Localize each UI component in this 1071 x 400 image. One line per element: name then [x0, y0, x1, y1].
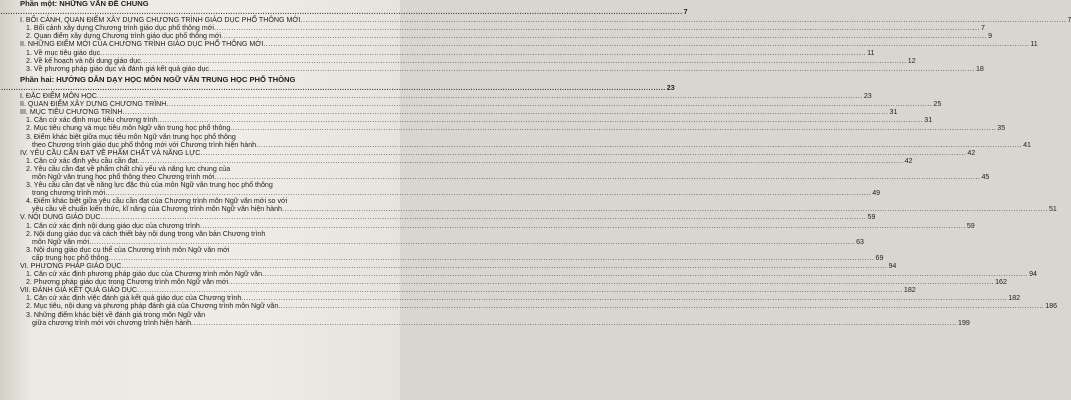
toc-entry-title: 1. Căn cứ xác định nội dung giáo dục của chương trình	[26, 221, 200, 230]
toc-entry-page: 7	[980, 24, 985, 33]
toc-entry-page: 59	[966, 221, 975, 230]
toc-entry-page: 41	[1023, 140, 1031, 149]
dot-leader	[109, 254, 875, 262]
toc-entry	[20, 116, 933, 125]
toc-entry-page: 25	[933, 100, 942, 109]
toc-entry-title: 3. Về phương pháp giáo dục và đánh giá kết quả giáo dục	[26, 64, 209, 73]
toc-entry-title: trong chương trình mới	[32, 189, 106, 198]
toc-entry	[20, 156, 913, 165]
dot-leader	[137, 286, 903, 294]
table-of-contents	[20, 0, 1071, 327]
toc-entry	[20, 221, 975, 230]
toc-entry-title: 1. Bối cảnh xây dựng Chương trình giáo dục phổ thông mới	[26, 24, 214, 33]
toc-entry	[20, 230, 378, 238]
toc-entry-title: 1. Căn cứ xác định phương pháp giáo dục của Chương trình môn Ngữ văn	[26, 270, 263, 279]
dot-leader	[101, 213, 867, 221]
toc-entry	[20, 270, 1037, 279]
toc-entry-page: 23	[863, 92, 872, 101]
toc-entry-title: I. ĐẶC ĐIỂM MÔN HỌC	[20, 92, 97, 101]
toc-entry-page: 182	[903, 286, 916, 295]
dot-leader	[0, 8, 683, 16]
toc-entry-title: yêu cầu về chuẩn kiến thức, kĩ năng của Chương trình môn Ngữ văn hiện hành	[32, 205, 282, 214]
toc-entry	[20, 165, 378, 173]
toc-entry-title: 2. Quan điểm xây dựng Chương trình giáo dục phổ thông mới	[26, 32, 222, 41]
toc-entry-page: 11	[1030, 40, 1038, 49]
toc-entry-page: 45	[981, 172, 990, 181]
toc-entry	[20, 318, 970, 327]
toc-entry-page: 9	[988, 32, 993, 41]
toc-entry	[20, 56, 916, 65]
dot-leader	[200, 222, 966, 230]
toc-entry-page: 35	[997, 124, 1006, 133]
dot-leader	[200, 149, 966, 157]
dot-leader	[214, 173, 980, 181]
part2-heading: Phần hai: HƯỚNG DẪN DẠY HỌC MÔN NGỮ VĂN TRUNG HỌC PHỔ THÔNG	[20, 74, 296, 84]
toc-entry-title: II. NHỮNG ĐIỂM MỚI CỦA CHƯƠNG TRÌNH GIÁO DỤC PHỔ THÔNG MỚI	[20, 40, 264, 49]
toc-entry-title: VII. ĐÁNH GIÁ KẾT QUẢ GIÁO DỤC	[20, 286, 137, 295]
dot-leader	[209, 65, 975, 73]
toc-entry-title: 1. Căn cứ xác định yêu cầu cần đạt	[26, 156, 138, 165]
toc-entry	[20, 100, 942, 109]
dot-leader	[97, 92, 863, 100]
toc-entry-title: 2. Về kế hoạch và nội dung giáo dục	[26, 56, 141, 65]
dot-leader	[282, 205, 1048, 213]
toc-entry	[20, 181, 378, 189]
toc-entry-title: VI. PHƯƠNG PHÁP GIÁO DỤC	[20, 262, 122, 270]
toc-entry-page: 199	[958, 318, 970, 327]
dot-leader	[123, 108, 889, 116]
toc-entry	[20, 246, 378, 254]
toc-entry-title: giữa chương trình mới với chương trình hiện hành	[32, 318, 192, 327]
toc-entry-title: 3. Yêu cầu cần đạt về năng lực đặc thù của môn Ngữ văn trung học phổ thông	[26, 181, 273, 190]
toc-entry	[20, 172, 990, 181]
dot-leader	[166, 100, 932, 108]
toc-entry	[20, 8, 688, 17]
dot-leader	[214, 24, 980, 32]
dot-leader	[228, 278, 994, 286]
toc-entry-title: 2. Phương pháp giáo dục trong Chương trình môn Ngữ văn mới	[26, 278, 229, 287]
toc-entry	[20, 294, 1021, 303]
toc-entry	[20, 311, 378, 319]
toc-entry	[20, 237, 864, 246]
dot-leader	[191, 319, 957, 327]
dot-leader	[89, 238, 855, 246]
toc-entry-title: 1. Căn cứ xác định mục tiêu chương trình	[26, 116, 158, 125]
part2-entries	[20, 92, 1058, 327]
toc-entry-page: 31	[889, 108, 898, 117]
toc-entry	[20, 48, 875, 57]
dot-leader	[122, 262, 888, 270]
dot-leader	[141, 57, 907, 65]
dot-leader	[300, 16, 1066, 24]
toc-entry-title: 1. Căn cứ xác định việc đánh giá kết quả giáo dục của Chương trình	[26, 294, 242, 303]
toc-entry	[20, 108, 898, 117]
dot-leader	[138, 157, 904, 165]
toc-entry-page: 162	[995, 278, 1007, 287]
dot-leader	[262, 270, 1028, 278]
toc-entry	[20, 213, 876, 222]
toc-entry-title: 1. Về mục tiêu giáo dục	[26, 48, 101, 57]
toc-entry-title: 4. Điểm khác biệt giữa yêu cầu cần đạt của Chương trình môn Ngữ văn mới so với	[26, 197, 288, 206]
toc-entry-title: II. QUAN ĐIỂM XÂY DỰNG CHƯƠNG TRÌNH	[20, 100, 167, 109]
toc-entry-page: 182	[1008, 294, 1021, 303]
toc-entry-page: 94	[1029, 270, 1037, 279]
toc-entry-page: 186	[1045, 302, 1058, 311]
toc-entry-page: 69	[875, 253, 884, 262]
toc-entry-page: 7	[1067, 16, 1071, 25]
toc-entry-page: 31	[924, 116, 933, 125]
toc-entry-page: 7	[683, 8, 688, 17]
toc-entry	[20, 64, 984, 73]
toc-entry	[20, 40, 1038, 49]
toc-entry-title: 2. Mục tiêu chung và mục tiêu môn Ngữ văn trung học phổ thông	[26, 124, 231, 133]
dot-leader	[157, 116, 923, 124]
toc-entry-title: cấp trung học phổ thông	[32, 253, 109, 262]
toc-entry-title: môn Ngữ văn mới	[32, 237, 90, 246]
toc-entry	[20, 133, 378, 141]
toc-entry-title: 3. Những điểm khác biệt về đánh giá trong môn Ngữ văn	[26, 310, 206, 319]
dot-leader	[263, 40, 1029, 48]
toc-entry-title: 2. Mục tiêu, nội dung và phương pháp đánh giá của Chương trình môn Ngữ văn	[26, 302, 279, 311]
dot-leader	[230, 124, 996, 132]
toc-entry-page: 42	[967, 148, 976, 157]
toc-entry-title: V. NỘI DUNG GIÁO DỤC	[20, 213, 101, 222]
toc-entry-title: 3. Điểm khác biệt giữa mục tiêu môn Ngữ văn trung học phổ thông	[26, 132, 236, 141]
toc-entry	[20, 24, 985, 33]
toc-entry-page: 51	[1048, 205, 1057, 214]
dot-leader	[256, 141, 1022, 149]
toc-entry	[20, 253, 884, 262]
part1-entries	[20, 8, 1071, 73]
toc-entry	[20, 262, 897, 270]
toc-entry-title: 2. Nội dung giáo dục và cách thiết bày nội dung trong văn bản Chương trình	[26, 229, 266, 238]
dot-leader	[100, 49, 866, 57]
dot-leader	[221, 32, 987, 40]
toc-entry-page: 18	[975, 64, 984, 73]
toc-entry-title: I. BỐI CẢNH, QUAN ĐIỂM XÂY DỰNG CHƯƠNG TRÌNH GIÁO DỤC PHỔ THÔNG MỚI	[20, 16, 301, 25]
toc-entry-page: 11	[867, 48, 875, 57]
toc-entry-page: 59	[867, 213, 876, 222]
toc-entry-page: 94	[888, 262, 897, 270]
toc-entry	[20, 302, 1058, 311]
part2-subtitle-row	[20, 83, 675, 92]
toc-entry	[20, 140, 1031, 149]
toc-entry-title: theo Chương trình giáo dục phổ thông mới với Chương trình hiện hành	[32, 140, 257, 149]
part1-heading: Phần một: NHỮNG VẤN ĐỀ CHUNG	[20, 0, 149, 8]
toc-entry-page: 63	[856, 237, 864, 246]
dot-leader	[241, 294, 1007, 302]
toc-entry	[20, 92, 872, 101]
toc-entry-title: III. MỤC TIÊU CHƯƠNG TRÌNH	[20, 108, 123, 117]
part2-subtitle-page: 23	[666, 83, 675, 92]
toc-entry-title: 2. Yêu cầu cần đạt về phẩm chất chủ yếu và năng lực chung của	[26, 164, 231, 173]
toc-entry	[20, 124, 1006, 133]
toc-entry-title: IV. YÊU CẦU CẦN ĐẠT VỀ PHẨM CHẤT VÀ NĂNG LỰC	[20, 148, 201, 157]
toc-entry-page: 42	[904, 156, 913, 165]
toc-entry-title: 3. Nội dung giáo dục cụ thể của Chương trình môn Ngữ văn mới	[26, 245, 230, 254]
toc-entry-page: 49	[872, 189, 881, 198]
toc-entry	[20, 148, 976, 157]
toc-entry-title: môn Ngữ văn trung học phổ thông theo Chương trình mới	[32, 172, 215, 181]
dot-leader	[278, 302, 1044, 310]
toc-entry-page: 12	[907, 56, 916, 65]
